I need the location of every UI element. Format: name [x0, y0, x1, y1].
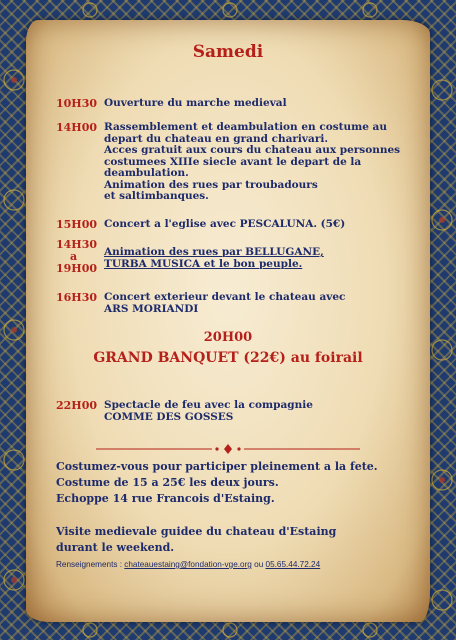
guided-tour-note: Visite medievale guidee du chateau d'Estaing — [56, 525, 337, 538]
costume-price-note: Costume de 15 a 25€ les deux jours. — [56, 476, 279, 489]
schedule-time: 14H00 — [56, 121, 98, 134]
schedule-description: Concert a l'eglise avec PESCALUNA. (5€) — [104, 218, 346, 230]
contact-line — [56, 560, 320, 569]
schedule-item — [56, 292, 426, 315]
contact-phone-link[interactable]: 05.65.44.72.24 — [265, 560, 321, 569]
ornament-divider — [96, 444, 360, 454]
banquet-label: GRAND BANQUET (22€) au foirail — [93, 350, 363, 366]
contact-separator: ou — [254, 560, 264, 569]
costume-note: Costumez-vous pour participer pleinement a la fete. — [56, 460, 378, 473]
schedule-description: Concert exterieur devant le chateau avec ARS MORIANDI — [104, 291, 346, 315]
schedule-description: Rassemblement et deambulation en costume au depart du chateau en grand charivari. Acces gratuit aux cours du chateau aux personnes costumees XIIIe siecle avant le depart de la deambulation. Animation des rues par troubadours et saltimbanques. — [104, 121, 401, 202]
schedule-time: 14H30 a 19H00 — [56, 238, 98, 275]
schedule-time: 15H00 — [56, 218, 98, 231]
contact-email-link[interactable]: chateauestaing@fondation-vge.org — [124, 560, 252, 569]
schedule-description: Ouverture du marche medieval — [104, 97, 287, 109]
page-title: Samedi — [192, 42, 264, 62]
schedule-item — [56, 122, 426, 203]
schedule-item — [56, 219, 426, 231]
schedule-item — [56, 98, 426, 110]
banquet-time: 20H00 — [203, 330, 253, 345]
schedule-item — [56, 400, 426, 423]
schedule-description: Animation des rues par BELLUGANE, TURBA MUSICA et le bon peuple. — [104, 246, 324, 270]
schedule-description: Spectacle de feu avec la compagnie COMME DES GOSSES — [104, 399, 313, 423]
contact-prefix: Renseignements : — [56, 560, 122, 569]
schedule-time: 16H30 — [56, 291, 98, 304]
schedule-item — [56, 239, 426, 275]
shop-address-note: Echoppe 14 rue Francois d'Estaing. — [56, 492, 275, 505]
schedule-time: 22H00 — [56, 399, 98, 412]
guided-tour-note-2: durant le weekend. — [56, 541, 175, 554]
schedule-time: 10H30 — [56, 97, 98, 110]
